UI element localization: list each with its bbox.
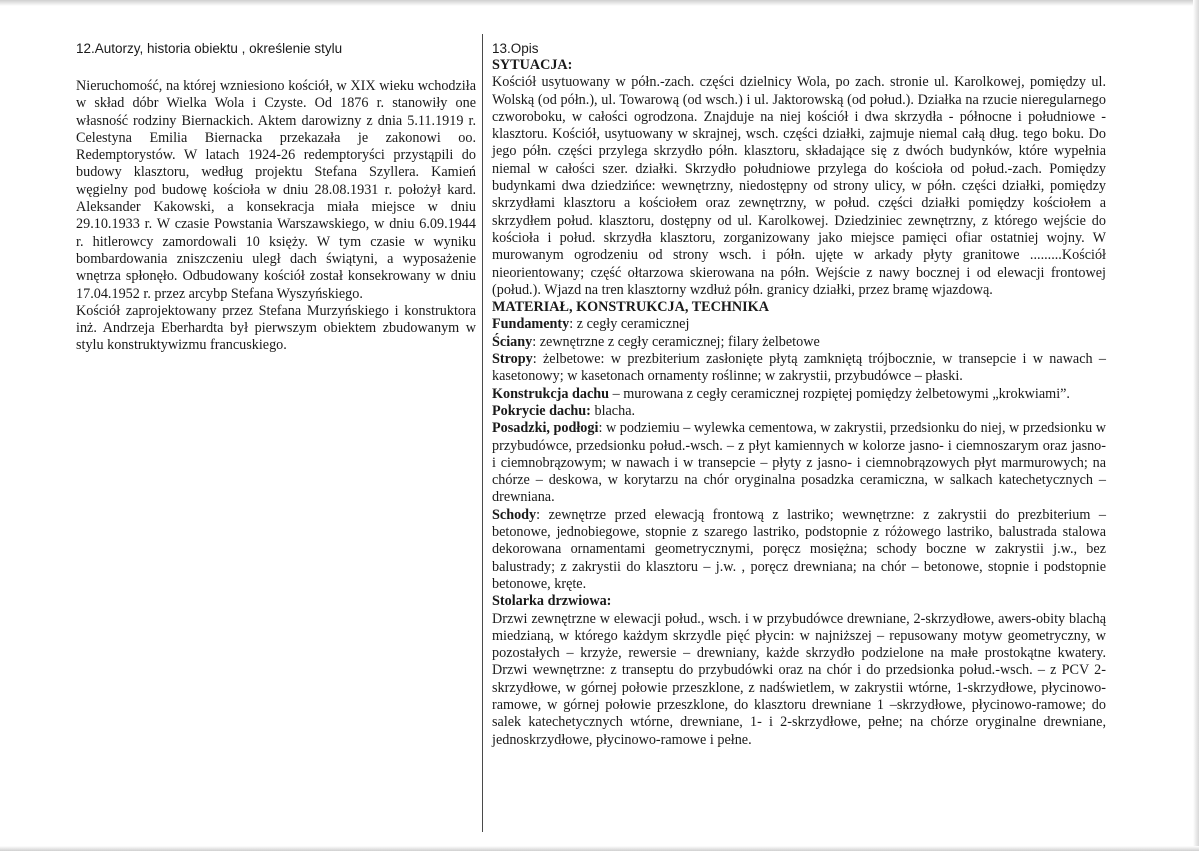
field-ceilings [492, 351, 1106, 386]
description-heading: 13.Opis [492, 41, 539, 56]
field-floors [492, 420, 1106, 506]
field-value: blacha. [594, 402, 636, 419]
field-value: w podziemiu – wylewka cementowa, w zakrystii, przedsionku do niej, w przedsionku w przybudówce, przedsionku połud.-wsch. – z płyt kamiennych w kolorze jasno- i ciemnoszarym oraz jasno- i ciemnobrązowym; w nawach i w transepcie – płyty z jasno- i ciemnobrązowych płyt marmurowych; na chórze – deskowa, w korytarzu na chór oryginalna posadzka ceramiczna, w salkach katechetycznych – drewniana. [492, 420, 1106, 506]
scan-edge-top [0, 0, 1199, 6]
field-label: Ściany [492, 333, 533, 350]
history-paragraph-1: Nieruchomość, na której wzniesiono kościół, w XIX wieku wchodziła w skład dóbr Wielka Wola i Czyste. Od 1876 r. stanowiły one własność rodziny Biernackich. Aktem darowizny z dnia 5.11.1919 r. Celestyna Emilia Biernacka przekazała je zakonowi oo. Redemptorystów. W latach 1924-26 redemptoryści przystąpili do budowy klasztoru, według projektu Stefana Szyllera. Kamień węgielny pod budowę kościoła w dniu 28.08.1931 r. położył kard. Aleksander Kakowski, a konsekracja miała miejsce w dniu 29.10.1933 r. W czasie Powstania Warszawskiego, w dniu 6.09.1944 r. hitlerowcy zamordowali 10 księży. W tym czasie w wyniku bombardowania zniszczeniu uległ dach świątyni, a wyposażenie wnętrza spłonęło. Odbudowany kościół został konsekrowany w dniu 17.04.1952 r. przez arcybp Stefana Wyszyńskiego. [76, 78, 476, 302]
field-walls [492, 334, 1106, 351]
field-label: Fundamenty [492, 316, 570, 333]
field-separator: : [532, 351, 543, 368]
field-value: zewnętrzne z cegły ceramicznej; filary żelbetowe [539, 333, 820, 350]
field-separator: : [532, 333, 540, 350]
field-value: żelbetowe: w prezbiterium zasłonięte płytą zamkniętą trójbocznie, w transepcie i w nawach – kasetonowy; w kasetonach ornamenty roślinne; w zakrystii, przybudówce – płaski. [492, 351, 1107, 385]
field-label: Posadzki, podłogi [492, 420, 599, 437]
field-separator: : [569, 316, 577, 333]
history-heading: 12.Autorzy, historia obiektu , określenie stylu [76, 41, 343, 56]
field-separator: : [598, 420, 606, 437]
history-paragraph-2: Kościół zaprojektowany przez Stefana Murzyńskiego i konstruktora inż. Andrzeja Eberhardta był pierwszym obiektem zbudowanym w stylu konstruktywizmu francuskiego. [76, 302, 476, 354]
field-door-joinery [492, 593, 1106, 610]
field-label: Pokrycie dachu: [492, 402, 591, 419]
field-label: Stropy [492, 351, 533, 368]
column-divider [482, 34, 483, 832]
field-separator: – [609, 385, 624, 402]
door-joinery-text: Drzwi zewnętrzne w elewacji połud., wsch. i w przybudówce drewniane, 2-skrzydłowe, awers-obity blachą miedzianą, w którego każdym skrzydle pięć płycin: w najniższej – repusowany motyw geometryczny, w pozostałych – krzyże, rewersie – drewniany, każde skrzydło podzielone na małe prostokątne kwatery. Drzwi wewnętrzne: z transeptu do przybudówki oraz na chór i do przedsionka połud.-wsch. – z PCV 2-skrzydłowe, w górnej połowie przeszklone, z nadświetlem, w zakrystii wtórne, 1-skrzydłowe, płycinowo-ramowe, w górnej połowie przeszklone, do klasztoru drewniane 1 –skrzydłowe, płycinowo-ramowe; do salek katechetycznych wtórne, drewniane, 1- i 2-skrzydłowe, pełne; na chórze oryginalne drewniane, jednoskrzydłowe, płycinowo-ramowe i pełne. [492, 610, 1106, 748]
document-table [68, 34, 1187, 832]
history-column [76, 34, 476, 355]
field-foundations [492, 316, 1106, 333]
scan-edge-right [1193, 0, 1199, 851]
field-roofing [492, 403, 1106, 420]
situation-title: SYTUACJA: [492, 57, 573, 73]
field-label: Stolarka drzwiowa: [492, 593, 612, 610]
field-separator: : [536, 506, 549, 523]
field-label: Konstrukcja dachu [492, 385, 610, 402]
description-column [492, 34, 1106, 749]
field-value: murowana z cegły ceramicznej rozpiętej pomiędzy żelbetowymi „krokwiami”. [623, 385, 1070, 402]
situation-text: Kościół usytuowany w półn.-zach. części dzielnicy Wola, po zach. stronie ul. Karolkowej, pomiędzy ul. Wolską (od półn.), ul. Towarową (od wsch.) i ul. Jaktorowską (od połud.). Działka na rzucie nieregularnego czworoboku, w całości ogrodzona. Znajduje na niej kościół i dwa skrzydła - północne i południowe - klasztoru. Kościół, usytuowany w skrajnej, wsch. części działki, zajmuje niemal całą dług. tego boku. Do jego półn. części przylega skrzydło półn. klasztoru, składające się z dwóch budynków, które wypełnia niemal w całości szer. działki. Skrzydło południowe przylega do kościoła od połud.-zach. Pomiędzy budynkami dwa dziedzińce: wewnętrzny, niedostępny od strony ulicy, w półn. części działki, pomiędzy skrzydłami klasztoru a kościołem oraz zewnętrzny, w połud. części działki pomiędzy kościołem a skrzydłem połud. klasztoru, dostępny od ul. Karolkowej. Dziedziniec zewnętrzny, z którego wejście do kościoła i połud. skrzydła klasztoru, zorganizowany jako miejsce pamięci ofiar ostatniej wojny. W murowanym ogrodzeniu od strony wsch. i półn. ujęte w arkady płyty granitowe .........Kościół nieorientowany; część ołtarzowa skierowana na półn. Wejście z nawy bocznej i od elewacji frontowej (połud.). Wjazd na tren klasztorny wzdłuż półn. granicy działki, przez bramę wjazdową. [492, 74, 1106, 298]
field-value: z cegły ceramicznej [576, 316, 690, 333]
field-label: Schody [492, 506, 537, 523]
field-value: zewnętrze przed elewacją frontową z lastriko; wewnętrzne: z zakrystii do prezbiterium – betonowe, jednobiegowe, stopnie z szarego lastriko, podstopnie z różowego lastriko, balustrada stalowa dekorowana ornamentami geometrycznymi, poręcz mosiężna; schody boczne w zakrystii j.w., bez balustrady; z zakrystii do klasztoru – j.w. , poręcz drewniana; na chór – betonowe, stopnie i podstopnie betonowe, kręte. [492, 506, 1106, 592]
field-roof-construction [492, 386, 1106, 403]
scan-edge-bottom [0, 846, 1199, 851]
field-stairs [492, 507, 1106, 593]
material-title: MATERIAŁ, KONSTRUKCJA, TECHNIKA [492, 299, 769, 316]
